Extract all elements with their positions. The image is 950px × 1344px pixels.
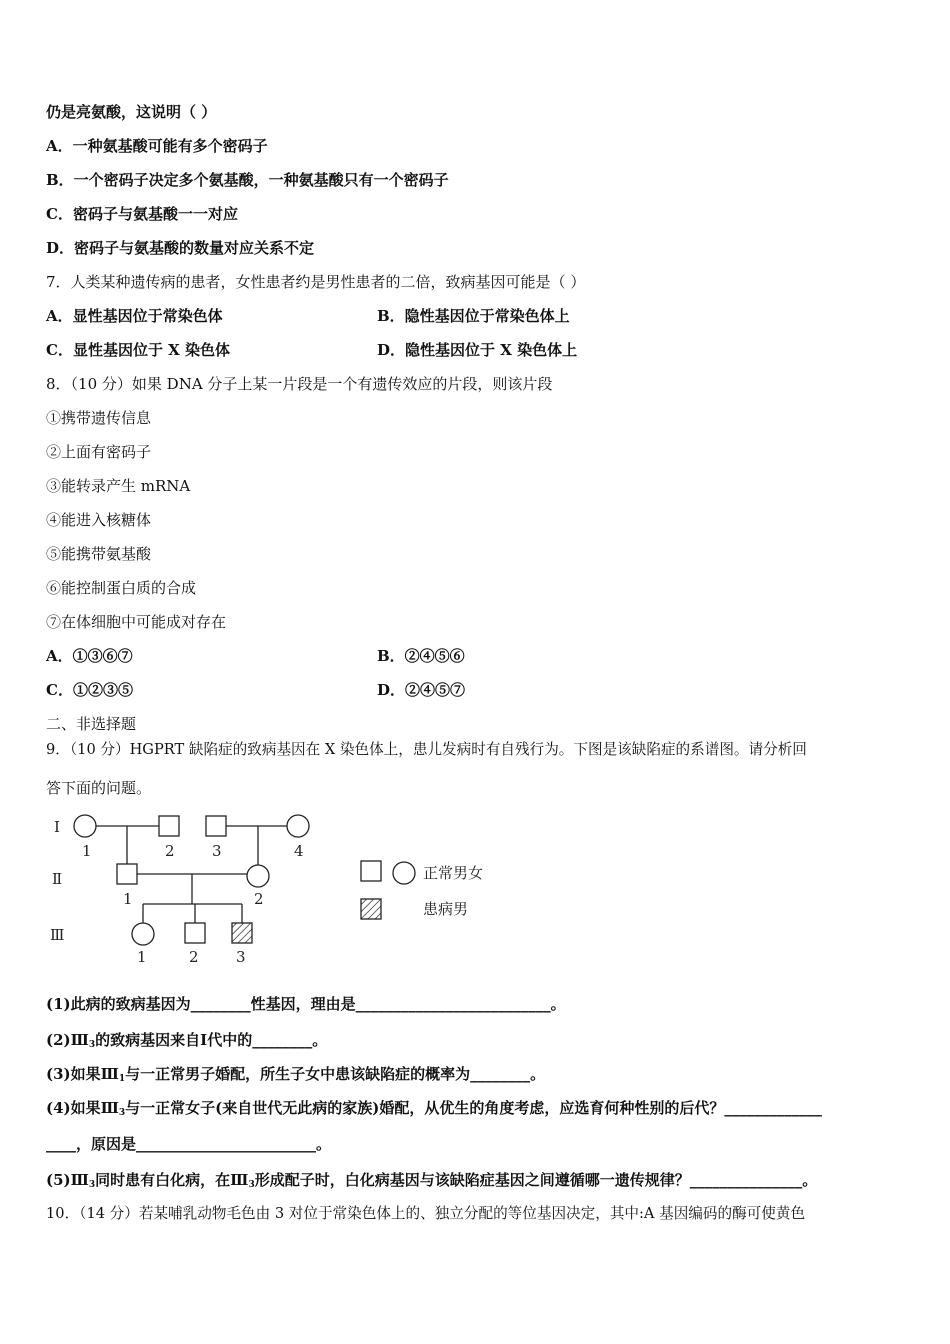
q6-option-a: A．一种氨基酸可能有多个密码子: [46, 137, 268, 155]
q7-option-d: D．隐性基因位于 X 染色体上: [377, 341, 578, 359]
i3-number: 3: [212, 842, 222, 860]
iii1-number: 1: [137, 948, 147, 966]
q8-item-3: ③能转录产生 mRNA: [46, 477, 191, 495]
q9-part-5: (5)Ⅲ3同时患有白化病，在Ⅲ3形成配子时，白化病基因与该缺陷症基因之间遵循哪一遗传规律？_______________。: [46, 1171, 818, 1190]
q8-item-1: ①携带遗传信息: [46, 409, 152, 427]
q9-part-2: (2)Ⅲ3的致病基因来自Ⅰ代中的________。: [46, 1031, 328, 1050]
ii2-number: 2: [254, 890, 264, 908]
q7-option-c: C．显性基因位于 X 染色体: [46, 341, 231, 359]
q9-part-3: (3)如果Ⅲ1与一正常男子婚配，所生子女中患该缺陷症的概率为________。: [46, 1065, 546, 1084]
q7-stem: 7．人类某种遗传病的患者，女性患者约是男性患者的二倍，致病基因可能是（ ）: [46, 273, 586, 291]
pedigree-chart: [40, 808, 560, 968]
q9-part-4-continued: ____，原因是________________________。: [46, 1135, 332, 1153]
i3-male: [206, 816, 226, 836]
iii2-male: [185, 923, 205, 943]
q8-item-7: ⑦在体细胞中可能成对存在: [46, 613, 227, 631]
legend-female-circle: [393, 862, 415, 884]
ii2-female: [247, 865, 269, 887]
q6-stem-tail: 仍是亮氨酸，这说明（ ）: [46, 103, 217, 121]
iii2-number: 2: [189, 948, 199, 966]
section-heading: 二、非选择题: [46, 715, 137, 733]
q10-stem: 10．（14 分）若某哺乳动物毛色由 3 对位于常染色体上的、独立分配的等位基因决定，其中:A 基因编码的酶可使黄色: [46, 1205, 806, 1222]
i1-number: 1: [82, 842, 92, 860]
generation-iii-label: Ⅲ: [50, 926, 65, 944]
legend-affected-label: 患病男: [423, 900, 469, 918]
q7-option-b: B．隐性基因位于常染色体上: [377, 307, 570, 325]
q6-option-d: D．密码子与氨基酸的数量对应关系不定: [46, 239, 315, 257]
legend-normal-label: 正常男女: [423, 864, 484, 882]
q8-item-6: ⑥能控制蛋白质的合成: [46, 579, 197, 597]
q8-stem: 8．（10 分）如果 DNA 分子上某一片段是一个有遗传效应的片段，则该片段: [46, 375, 553, 393]
q6-option-b: B．一个密码子决定多个氨基酸，一种氨基酸只有一个密码子: [46, 171, 449, 189]
q7-option-a: A．显性基因位于常染色体: [46, 307, 223, 325]
legend-male-square: [361, 861, 381, 881]
q9-stem-line1: 9．（10 分）HGPRT 缺陷症的致病基因在 X 染色体上，患儿发病时有自残行为。下图是该缺陷症的系谱图。请分析回: [46, 741, 807, 758]
i2-number: 2: [165, 842, 175, 860]
ii1-number: 1: [123, 890, 133, 908]
i4-number: 4: [294, 842, 304, 860]
q8-option-a: A．①③⑥⑦: [46, 647, 133, 665]
q8-option-d: D．②④⑤⑦: [377, 681, 466, 699]
q9-part-1: (1)此病的致病基因为________性基因，理由是__________________________。: [46, 995, 566, 1013]
q8-item-4: ④能进入核糖体: [46, 511, 152, 529]
q9-part-4: (4)如果Ⅲ3与一正常女子(来自世代无此病的家族)婚配，从优生的角度考虑，应选育何种性别的后代？_____________: [46, 1099, 822, 1118]
i2-male: [159, 816, 179, 836]
q9-stem-line2: 答下面的问题。: [46, 779, 152, 797]
generation-i-label: Ⅰ: [54, 818, 60, 836]
i1-female: [74, 815, 96, 837]
q8-item-2: ②上面有密码子: [46, 443, 152, 461]
iii3-number: 3: [236, 948, 246, 966]
iii1-female: [132, 923, 154, 945]
ii1-male: [117, 864, 137, 884]
legend-affected-male-square: [361, 899, 381, 919]
i4-female: [287, 815, 309, 837]
generation-ii-label: Ⅱ: [52, 870, 63, 888]
iii3-affected-male: [232, 923, 252, 943]
q8-option-c: C．①②③⑤: [46, 681, 133, 699]
q8-item-5: ⑤能携带氨基酸: [46, 545, 152, 563]
q6-option-c: C．密码子与氨基酸一一对应: [46, 205, 238, 223]
q8-option-b: B．②④⑤⑥: [377, 647, 465, 665]
